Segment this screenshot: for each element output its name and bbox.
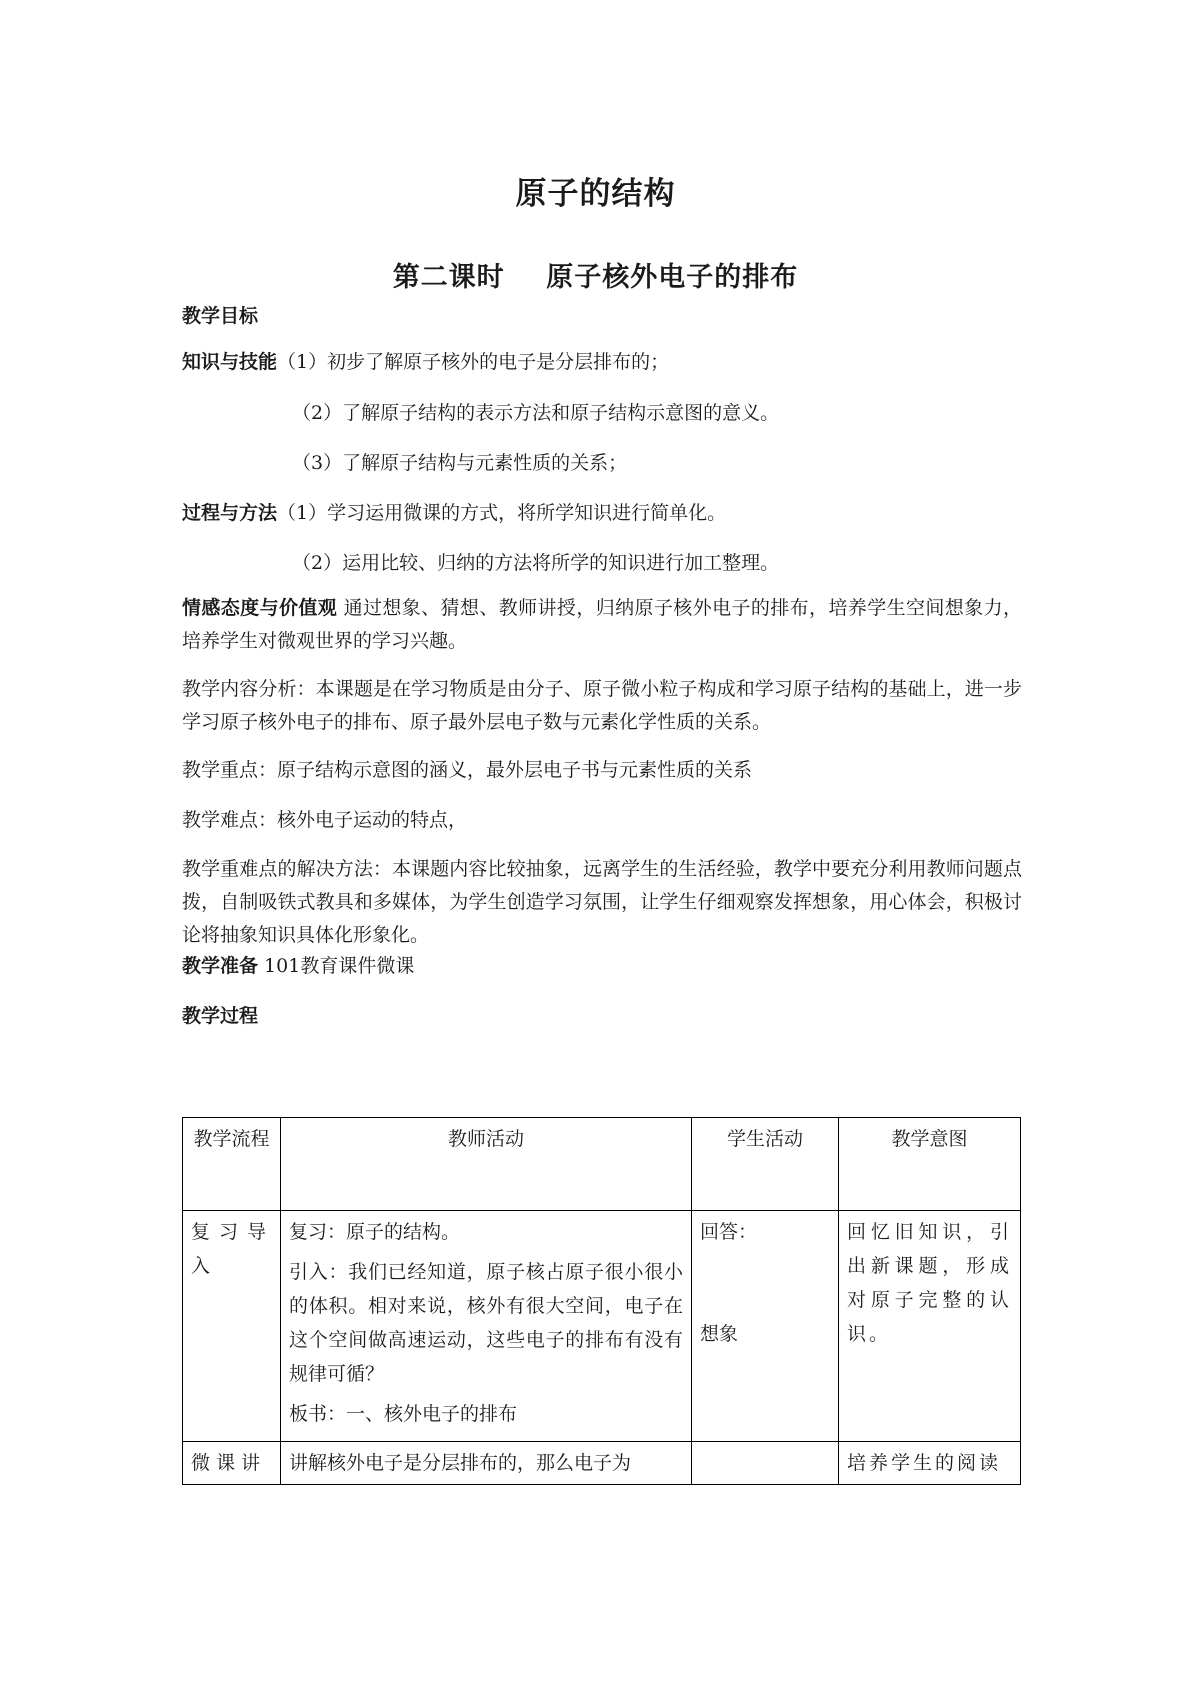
stage-cell: 复习导入 — [183, 1211, 281, 1442]
knowledge-item: （1）初步了解原子核外的电子是分层排布的； — [277, 351, 670, 373]
process-line-1 — [182, 501, 726, 525]
table-header-row — [183, 1118, 1021, 1211]
table-row — [183, 1442, 1021, 1485]
process-item: （1）学习运用微课的方式，将所学知识进行简单化。 — [277, 502, 727, 524]
intent-cell: 回忆旧知识，引出新课题，形成对原子完整的认识。 — [839, 1211, 1021, 1442]
header-cell: 教学流程 — [183, 1118, 281, 1211]
document-subtitle: 第二课时 原子核外电子的排布 — [392, 262, 799, 293]
emotion-label: 情感态度与价值观 — [182, 597, 338, 619]
knowledge-label: 知识与技能 — [182, 351, 278, 373]
header-cell: 学生活动 — [692, 1118, 839, 1211]
objectives-heading: 教学目标 — [182, 305, 259, 327]
knowledge-line-1 — [182, 350, 669, 374]
header-cell: 教师活动 — [281, 1118, 692, 1211]
teacher-text: 复习：原子的结构。 — [289, 1221, 461, 1243]
process-heading: 教学过程 — [182, 1005, 259, 1027]
student-cell — [692, 1211, 839, 1442]
teacher-cell: 讲解核外电子是分层排布的，那么电子为 — [281, 1442, 692, 1485]
student-text: 回答： — [700, 1221, 758, 1243]
table-row — [183, 1211, 1021, 1442]
preparation-line — [182, 950, 1022, 983]
emotion-paragraph — [182, 592, 1022, 658]
solution-paragraph: 教学重难点的解决方法：本课题内容比较抽象，远离学生的生活经验，教学中要充分利用教师问题点拨，自制吸铁式教具和多媒体，为学生创造学习氛围，让学生仔细观察发挥想象，用心体会，积极讨论将抽象知识具体化形象化。 — [182, 858, 1022, 946]
teaching-process-table — [182, 1117, 1021, 1485]
difficulties: 教学难点：核外电子运动的特点， — [182, 809, 468, 831]
student-cell — [692, 1442, 839, 1485]
teacher-text: 引入：我们已经知道，原子核占原子很小很小的体积。相对来说，核外有很大空间，电子在这个空间做高速运动，这些电子的排布有没有规律可循？ — [289, 1261, 683, 1385]
preparation-label: 教学准备 — [182, 955, 259, 977]
emotion-text: 通过想象、猜想、教师讲授，归纳原子核外电子的排布，培养学生空间想象力，培养学生对微观世界的学习兴趣。 — [182, 597, 1022, 652]
preparation-text: 101教育课件微课 — [258, 955, 415, 977]
analysis-paragraph: 教学内容分析：本课题是在学习物质是由分子、原子微小粒子构成和学习原子结构的基础上，进一步学习原子核外电子的排布、原子最外层电子数与元素化学性质的关系。 — [182, 678, 1022, 733]
key-points: 教学重点：原子结构示意图的涵义，最外层电子书与元素性质的关系 — [182, 759, 753, 781]
knowledge-item: （2）了解原子结构的表示方法和原子结构示意图的意义。 — [292, 402, 780, 424]
teacher-cell — [281, 1211, 692, 1442]
student-text: 想象 — [700, 1323, 739, 1345]
process-item: （2）运用比较、归纳的方法将所学的知识进行加工整理。 — [292, 552, 780, 574]
process-label: 过程与方法 — [182, 502, 278, 524]
knowledge-item: （3）了解原子结构与元素性质的关系； — [292, 452, 628, 474]
header-cell: 教学意图 — [839, 1118, 1021, 1211]
document-title: 原子的结构 — [515, 176, 676, 212]
teacher-text: 板书：一、核外电子的排布 — [289, 1403, 518, 1425]
stage-cell: 微课讲 — [183, 1442, 281, 1485]
intent-cell: 培养学生的阅读 — [839, 1442, 1021, 1485]
